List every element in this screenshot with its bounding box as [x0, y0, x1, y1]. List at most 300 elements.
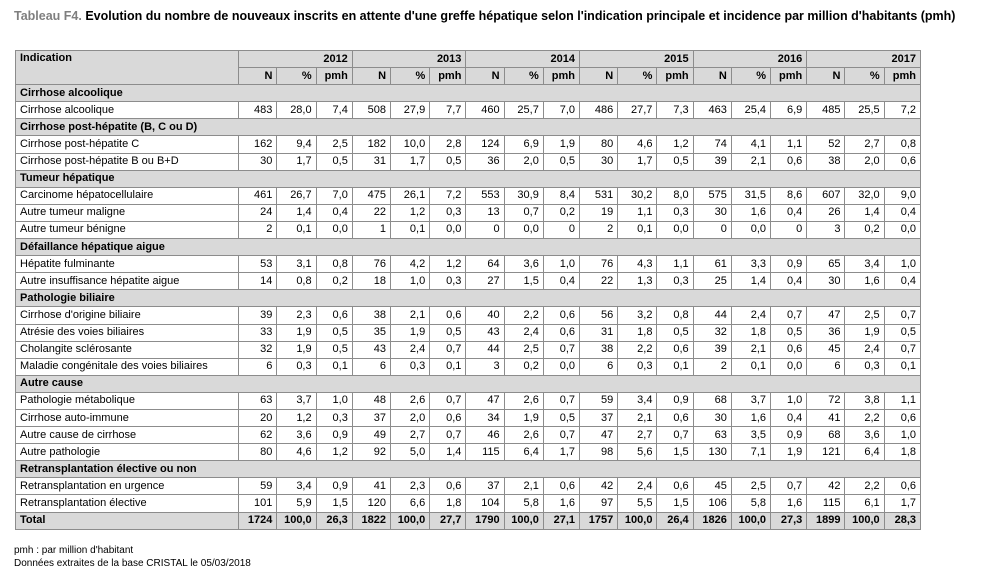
value-cell: 7,3: [657, 102, 693, 119]
header-year: 2012: [239, 51, 353, 68]
value-cell: 0,4: [884, 204, 920, 221]
value-cell: 2,0: [504, 153, 543, 170]
category-label: Défaillance hépatique aigue: [16, 239, 921, 256]
value-cell: 27,9: [391, 102, 430, 119]
value-cell: 22: [352, 204, 390, 221]
value-cell: 56: [580, 307, 618, 324]
category-label: Retransplantation élective ou non: [16, 461, 921, 478]
value-cell: 41: [352, 478, 390, 495]
value-cell: 0,8: [316, 256, 352, 273]
value-cell: 2,4: [391, 341, 430, 358]
value-cell: 52: [807, 136, 845, 153]
value-cell: 0,9: [316, 427, 352, 444]
value-cell: 46: [466, 427, 504, 444]
value-cell: 2,7: [618, 427, 657, 444]
row-label: Autre insuffisance hépatite aigue: [16, 273, 239, 290]
value-cell: 1,1: [884, 392, 920, 409]
value-cell: 0,5: [316, 153, 352, 170]
value-cell: 0,2: [316, 273, 352, 290]
footnote-source: Données extraites de la base CRISTAL le 05/03/2018: [14, 557, 251, 569]
value-cell: 13: [466, 204, 504, 221]
value-cell: 30,9: [504, 187, 543, 204]
value-cell: 1,7: [391, 153, 430, 170]
value-cell: 8,0: [657, 187, 693, 204]
total-value-cell: 1790: [466, 512, 504, 529]
value-cell: 1,6: [543, 495, 579, 512]
value-cell: 8,4: [543, 187, 579, 204]
value-cell: 0,0: [504, 221, 543, 238]
total-value-cell: 26,3: [316, 512, 352, 529]
value-cell: 2,1: [391, 307, 430, 324]
table-row: [16, 307, 921, 324]
value-cell: 0,8: [277, 273, 316, 290]
table-row: [16, 341, 921, 358]
row-label: Carcinome hépatocellulaire: [16, 187, 239, 204]
subheader-cell: %: [618, 68, 657, 85]
value-cell: 463: [693, 102, 731, 119]
value-cell: 1,9: [504, 409, 543, 426]
value-cell: 8,6: [771, 187, 807, 204]
value-cell: 3,6: [845, 427, 884, 444]
value-cell: 6,9: [771, 102, 807, 119]
value-cell: 44: [693, 307, 731, 324]
value-cell: 1,9: [543, 136, 579, 153]
value-cell: 0,5: [543, 409, 579, 426]
row-label: Atrésie des voies biliaires: [16, 324, 239, 341]
value-cell: 31: [580, 324, 618, 341]
value-cell: 0,7: [430, 392, 466, 409]
value-cell: 47: [466, 392, 504, 409]
header-year: 2015: [580, 51, 694, 68]
value-cell: 0,5: [430, 324, 466, 341]
value-cell: 18: [352, 273, 390, 290]
value-cell: 6,4: [504, 444, 543, 461]
value-cell: 0,7: [543, 427, 579, 444]
value-cell: 27: [466, 273, 504, 290]
value-cell: 1,1: [657, 256, 693, 273]
value-cell: 27,7: [618, 102, 657, 119]
value-cell: 6: [807, 358, 845, 375]
total-value-cell: 28,3: [884, 512, 920, 529]
total-value-cell: 1826: [693, 512, 731, 529]
value-cell: 14: [239, 273, 277, 290]
value-cell: 0,7: [543, 341, 579, 358]
total-value-cell: 100,0: [731, 512, 770, 529]
value-cell: 1,9: [845, 324, 884, 341]
value-cell: 0,6: [771, 153, 807, 170]
value-cell: 42: [807, 478, 845, 495]
value-cell: 7,4: [316, 102, 352, 119]
value-cell: 0,6: [430, 478, 466, 495]
value-cell: 38: [807, 153, 845, 170]
value-cell: 508: [352, 102, 390, 119]
footnote-pmh: pmh : par million d'habitant: [14, 545, 134, 556]
table-row: [16, 256, 921, 273]
value-cell: 0,5: [430, 153, 466, 170]
value-cell: 2,4: [504, 324, 543, 341]
value-cell: 461: [239, 187, 277, 204]
total-value-cell: 27,7: [430, 512, 466, 529]
value-cell: 1,7: [277, 153, 316, 170]
subheader-cell: N: [580, 68, 618, 85]
value-cell: 121: [807, 444, 845, 461]
value-cell: 0: [693, 221, 731, 238]
value-cell: 0,4: [543, 273, 579, 290]
value-cell: 49: [352, 427, 390, 444]
value-cell: 62: [239, 427, 277, 444]
value-cell: 475: [352, 187, 390, 204]
value-cell: 2,5: [316, 136, 352, 153]
value-cell: 36: [807, 324, 845, 341]
value-cell: 182: [352, 136, 390, 153]
subheader-cell: %: [504, 68, 543, 85]
table-row: [16, 273, 921, 290]
row-label: Hépatite fulminante: [16, 256, 239, 273]
subheader-cell: N: [239, 68, 277, 85]
value-cell: 1,4: [277, 204, 316, 221]
value-cell: 44: [466, 341, 504, 358]
value-cell: 0,7: [543, 392, 579, 409]
value-cell: 5,6: [618, 444, 657, 461]
value-cell: 0: [466, 221, 504, 238]
value-cell: 2,0: [845, 153, 884, 170]
value-cell: 1,9: [391, 324, 430, 341]
value-cell: 2,2: [618, 341, 657, 358]
value-cell: 30: [693, 204, 731, 221]
total-value-cell: 1822: [352, 512, 390, 529]
value-cell: 4,2: [391, 256, 430, 273]
value-cell: 5,0: [391, 444, 430, 461]
table-row: [16, 187, 921, 204]
value-cell: 607: [807, 187, 845, 204]
value-cell: 64: [466, 256, 504, 273]
row-label: Autre tumeur bénigne: [16, 221, 239, 238]
value-cell: 3,6: [504, 256, 543, 273]
value-cell: 2,6: [391, 392, 430, 409]
value-cell: 5,8: [504, 495, 543, 512]
value-cell: 162: [239, 136, 277, 153]
value-cell: 47: [580, 427, 618, 444]
value-cell: 0,0: [316, 221, 352, 238]
value-cell: 45: [807, 341, 845, 358]
value-cell: 2,5: [504, 341, 543, 358]
value-cell: 19: [580, 204, 618, 221]
row-label: Retransplantation élective: [16, 495, 239, 512]
value-cell: 1,8: [884, 444, 920, 461]
value-cell: 3,4: [277, 478, 316, 495]
value-cell: 3: [466, 358, 504, 375]
value-cell: 68: [693, 392, 731, 409]
value-cell: 30: [693, 409, 731, 426]
value-cell: 74: [693, 136, 731, 153]
value-cell: 2,4: [618, 478, 657, 495]
value-cell: 35: [352, 324, 390, 341]
category-row: [16, 239, 921, 256]
value-cell: 6,4: [845, 444, 884, 461]
value-cell: 0,3: [316, 409, 352, 426]
value-cell: 0,3: [391, 358, 430, 375]
total-value-cell: 1757: [580, 512, 618, 529]
value-cell: 0,0: [731, 221, 770, 238]
value-cell: 1,2: [391, 204, 430, 221]
value-cell: 5,9: [277, 495, 316, 512]
value-cell: 0,2: [504, 358, 543, 375]
subheader-cell: %: [845, 68, 884, 85]
table-row: [16, 204, 921, 221]
value-cell: 0,6: [884, 153, 920, 170]
value-cell: 25,4: [731, 102, 770, 119]
value-cell: 0,6: [657, 341, 693, 358]
value-cell: 47: [807, 307, 845, 324]
value-cell: 32: [239, 341, 277, 358]
value-cell: 5,5: [618, 495, 657, 512]
value-cell: 124: [466, 136, 504, 153]
header-indication: Indication: [16, 51, 239, 85]
value-cell: 120: [352, 495, 390, 512]
value-cell: 40: [466, 307, 504, 324]
header-row: [16, 51, 921, 68]
value-cell: 1,0: [316, 392, 352, 409]
value-cell: 1,8: [731, 324, 770, 341]
value-cell: 0,6: [884, 478, 920, 495]
value-cell: 2,0: [391, 409, 430, 426]
value-cell: 0,6: [657, 478, 693, 495]
value-cell: 9,0: [884, 187, 920, 204]
total-value-cell: 100,0: [277, 512, 316, 529]
value-cell: 1: [352, 221, 390, 238]
value-cell: 1,1: [618, 204, 657, 221]
value-cell: 0,7: [657, 427, 693, 444]
value-cell: 37: [352, 409, 390, 426]
row-label: Cholangite sclérosante: [16, 341, 239, 358]
table-title: [14, 8, 974, 24]
value-cell: 72: [807, 392, 845, 409]
value-cell: 0,0: [430, 221, 466, 238]
value-cell: 38: [352, 307, 390, 324]
value-cell: 0,7: [771, 307, 807, 324]
value-cell: 0,5: [657, 153, 693, 170]
value-cell: 2,6: [504, 392, 543, 409]
value-cell: 0: [771, 221, 807, 238]
value-cell: 1,2: [657, 136, 693, 153]
value-cell: 3,3: [731, 256, 770, 273]
value-cell: 5,8: [731, 495, 770, 512]
value-cell: 2,3: [391, 478, 430, 495]
table-row: [16, 324, 921, 341]
total-value-cell: 26,4: [657, 512, 693, 529]
value-cell: 92: [352, 444, 390, 461]
category-row: [16, 290, 921, 307]
value-cell: 0,1: [430, 358, 466, 375]
category-row: [16, 119, 921, 136]
value-cell: 0,2: [845, 221, 884, 238]
value-cell: 65: [807, 256, 845, 273]
value-cell: 6,1: [845, 495, 884, 512]
value-cell: 1,9: [277, 341, 316, 358]
value-cell: 115: [466, 444, 504, 461]
row-label: Autre pathologie: [16, 444, 239, 461]
value-cell: 0,6: [543, 307, 579, 324]
value-cell: 25,5: [845, 102, 884, 119]
value-cell: 0,6: [316, 307, 352, 324]
value-cell: 0: [543, 221, 579, 238]
category-row: [16, 375, 921, 392]
value-cell: 0,5: [316, 324, 352, 341]
value-cell: 1,8: [430, 495, 466, 512]
value-cell: 68: [807, 427, 845, 444]
footnotes: [14, 545, 251, 570]
table-row: [16, 444, 921, 461]
value-cell: 2: [239, 221, 277, 238]
value-cell: 1,7: [543, 444, 579, 461]
value-cell: 0,7: [884, 307, 920, 324]
total-label: Total: [16, 512, 239, 529]
value-cell: 2,5: [731, 478, 770, 495]
value-cell: 31,5: [731, 187, 770, 204]
subheader-cell: %: [277, 68, 316, 85]
value-cell: 1,6: [845, 273, 884, 290]
category-row: [16, 461, 921, 478]
value-cell: 0,3: [657, 273, 693, 290]
header-year: 2014: [466, 51, 580, 68]
value-cell: 26: [807, 204, 845, 221]
value-cell: 0,6: [430, 409, 466, 426]
value-cell: 3,6: [277, 427, 316, 444]
value-cell: 483: [239, 102, 277, 119]
value-cell: 4,3: [618, 256, 657, 273]
value-cell: 1,5: [504, 273, 543, 290]
value-cell: 59: [239, 478, 277, 495]
value-cell: 32,0: [845, 187, 884, 204]
table-row: [16, 495, 921, 512]
value-cell: 101: [239, 495, 277, 512]
value-cell: 0,3: [845, 358, 884, 375]
value-cell: 0,7: [430, 427, 466, 444]
value-cell: 7,2: [884, 102, 920, 119]
value-cell: 4,6: [277, 444, 316, 461]
value-cell: 7,1: [731, 444, 770, 461]
value-cell: 0,5: [884, 324, 920, 341]
value-cell: 1,5: [316, 495, 352, 512]
row-label: Cirrhose d'origine biliaire: [16, 307, 239, 324]
value-cell: 39: [693, 341, 731, 358]
table-row: [16, 478, 921, 495]
value-cell: 0,3: [430, 204, 466, 221]
value-cell: 7,2: [430, 187, 466, 204]
value-cell: 6,9: [504, 136, 543, 153]
value-cell: 0,1: [277, 221, 316, 238]
value-cell: 63: [239, 392, 277, 409]
row-label: Cirrhose auto-immune: [16, 409, 239, 426]
value-cell: 45: [693, 478, 731, 495]
value-cell: 53: [239, 256, 277, 273]
value-cell: 1,0: [884, 427, 920, 444]
value-cell: 61: [693, 256, 731, 273]
table-number: Tableau F4.: [14, 9, 82, 23]
value-cell: 0,1: [884, 358, 920, 375]
header-year: 2016: [693, 51, 807, 68]
value-cell: 3,4: [618, 392, 657, 409]
value-cell: 0,4: [884, 273, 920, 290]
subheader-cell: pmh: [884, 68, 920, 85]
value-cell: 3,2: [618, 307, 657, 324]
value-cell: 1,0: [884, 256, 920, 273]
header-year: 2013: [352, 51, 466, 68]
value-cell: 2,6: [504, 427, 543, 444]
value-cell: 6: [352, 358, 390, 375]
total-value-cell: 1724: [239, 512, 277, 529]
value-cell: 2,1: [618, 409, 657, 426]
value-cell: 0,7: [430, 341, 466, 358]
value-cell: 0,5: [543, 153, 579, 170]
value-cell: 2: [693, 358, 731, 375]
total-value-cell: 1899: [807, 512, 845, 529]
value-cell: 31: [352, 153, 390, 170]
value-cell: 0,2: [543, 204, 579, 221]
table-row: [16, 136, 921, 153]
value-cell: 2,4: [731, 307, 770, 324]
value-cell: 2,5: [845, 307, 884, 324]
value-cell: 0,6: [543, 324, 579, 341]
value-cell: 0,3: [618, 358, 657, 375]
value-cell: 0,3: [277, 358, 316, 375]
subheader-cell: N: [466, 68, 504, 85]
total-value-cell: 100,0: [504, 512, 543, 529]
table-caption: Evolution du nombre de nouveaux inscrits en attente d'une greffe hépatique selon l'indication principale et incidence par million d'habitants (pmh): [85, 9, 956, 23]
value-cell: 2,3: [277, 307, 316, 324]
value-cell: 0,3: [430, 273, 466, 290]
value-cell: 0,6: [771, 341, 807, 358]
value-cell: 1,4: [731, 273, 770, 290]
value-cell: 3,1: [277, 256, 316, 273]
value-cell: 63: [693, 427, 731, 444]
row-label: Maladie congénitale des voies biliaires: [16, 358, 239, 375]
value-cell: 34: [466, 409, 504, 426]
category-label: Cirrhose post-hépatite (B, C ou D): [16, 119, 921, 136]
value-cell: 0,5: [316, 341, 352, 358]
value-cell: 2: [580, 221, 618, 238]
value-cell: 486: [580, 102, 618, 119]
subheader-cell: %: [731, 68, 770, 85]
value-cell: 2,7: [845, 136, 884, 153]
value-cell: 0,4: [771, 204, 807, 221]
value-cell: 0,0: [884, 221, 920, 238]
total-value-cell: 100,0: [845, 512, 884, 529]
value-cell: 106: [693, 495, 731, 512]
value-cell: 80: [580, 136, 618, 153]
row-label: Cirrhose post-hépatite C: [16, 136, 239, 153]
value-cell: 1,8: [618, 324, 657, 341]
value-cell: 30: [239, 153, 277, 170]
value-cell: 0,8: [884, 136, 920, 153]
value-cell: 1,5: [657, 444, 693, 461]
value-cell: 0,1: [316, 358, 352, 375]
value-cell: 0,6: [657, 409, 693, 426]
value-cell: 2,7: [391, 427, 430, 444]
value-cell: 26,1: [391, 187, 430, 204]
subheader-cell: pmh: [657, 68, 693, 85]
value-cell: 0,9: [316, 478, 352, 495]
value-cell: 0,0: [657, 221, 693, 238]
value-cell: 0,5: [771, 324, 807, 341]
value-cell: 1,0: [543, 256, 579, 273]
value-cell: 104: [466, 495, 504, 512]
value-cell: 7,0: [316, 187, 352, 204]
value-cell: 1,4: [430, 444, 466, 461]
value-cell: 0,5: [657, 324, 693, 341]
value-cell: 76: [580, 256, 618, 273]
value-cell: 115: [807, 495, 845, 512]
